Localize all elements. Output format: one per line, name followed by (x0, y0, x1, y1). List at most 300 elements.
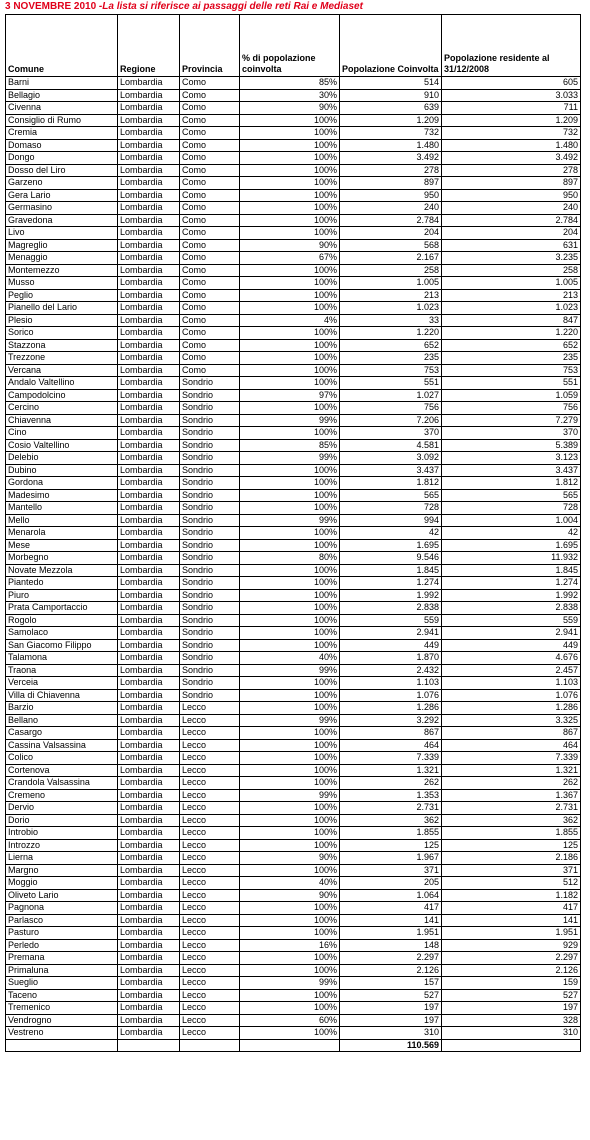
cell-comune: Consiglio di Rumo (6, 114, 118, 127)
cell-comune: Cortenova (6, 764, 118, 777)
cell-percent: 90% (240, 852, 340, 865)
cell-regione: Lombardia (118, 539, 180, 552)
cell-provincia: Como (180, 252, 240, 265)
cell-population: 362 (340, 814, 442, 827)
cell-provincia: Lecco (180, 852, 240, 865)
cell-resident: 1.182 (442, 889, 581, 902)
cell-regione: Lombardia (118, 452, 180, 465)
table-row (6, 839, 581, 852)
cell-percent: 100% (240, 402, 340, 415)
cell-regione: Lombardia (118, 239, 180, 252)
cell-regione: Lombardia (118, 864, 180, 877)
cell-provincia: Lecco (180, 764, 240, 777)
cell-population: 1.967 (340, 852, 442, 865)
table-row (6, 339, 581, 352)
cell-resident: 141 (442, 914, 581, 927)
cell-regione: Lombardia (118, 952, 180, 965)
cell-percent: 100% (240, 989, 340, 1002)
cell-regione: Lombardia (118, 339, 180, 352)
cell-provincia: Como (180, 89, 240, 102)
cell-regione: Lombardia (118, 602, 180, 615)
total-row (6, 1039, 581, 1052)
cell-comune: Magreglio (6, 239, 118, 252)
table-row (6, 102, 581, 115)
table-row (6, 1002, 581, 1015)
cell-population: 2.167 (340, 252, 442, 265)
cell-comune: Germasino (6, 202, 118, 215)
cell-comune: Oliveto Lario (6, 889, 118, 902)
cell-comune: Dervio (6, 802, 118, 815)
table-row (6, 927, 581, 940)
cell-resident: 417 (442, 902, 581, 915)
cell-resident: 3.492 (442, 152, 581, 165)
cell-provincia: Sondrio (180, 502, 240, 515)
cell-regione: Lombardia (118, 614, 180, 627)
cell-percent: 100% (240, 152, 340, 165)
cell-provincia: Sondrio (180, 602, 240, 615)
cell-resident: 1.367 (442, 789, 581, 802)
cell-population: 240 (340, 202, 442, 215)
cell-percent: 100% (240, 164, 340, 177)
cell-provincia: Como (180, 127, 240, 140)
table-row (6, 639, 581, 652)
cell-comune: Mese (6, 539, 118, 552)
cell-provincia: Lecco (180, 752, 240, 765)
table-row (6, 714, 581, 727)
cell-population: 258 (340, 264, 442, 277)
cell-provincia: Sondrio (180, 377, 240, 390)
table-row (6, 664, 581, 677)
cell-provincia: Lecco (180, 839, 240, 852)
cell-regione: Lombardia (118, 152, 180, 165)
cell-population: 732 (340, 127, 442, 140)
cell-provincia: Sondrio (180, 652, 240, 665)
cell-regione: Lombardia (118, 789, 180, 802)
table-row (6, 477, 581, 490)
table-row (6, 214, 581, 227)
cell-provincia: Sondrio (180, 552, 240, 565)
cell-percent: 100% (240, 802, 340, 815)
table-row (6, 177, 581, 190)
cell-comune: Novate Mezzola (6, 564, 118, 577)
cell-regione: Lombardia (118, 277, 180, 290)
cell-percent: 100% (240, 277, 340, 290)
cell-comune: Primaluna (6, 964, 118, 977)
cell-percent: 100% (240, 177, 340, 190)
cell-percent: 100% (240, 564, 340, 577)
cell-population: 3.292 (340, 714, 442, 727)
cell-regione: Lombardia (118, 402, 180, 415)
cell-comune: Introbio (6, 827, 118, 840)
cell-resident: 728 (442, 502, 581, 515)
table-row (6, 852, 581, 865)
cell-population: 141 (340, 914, 442, 927)
cell-population: 235 (340, 352, 442, 365)
cell-population: 2.784 (340, 214, 442, 227)
cell-regione: Lombardia (118, 664, 180, 677)
cell-population: 7.339 (340, 752, 442, 765)
cell-resident: 1.812 (442, 477, 581, 490)
cell-comune: Casargo (6, 727, 118, 740)
cell-comune: Bellano (6, 714, 118, 727)
table-row (6, 564, 581, 577)
cell-comune: Cino (6, 427, 118, 440)
cell-regione: Lombardia (118, 752, 180, 765)
cell-percent: 99% (240, 514, 340, 527)
cell-resident: 1.855 (442, 827, 581, 840)
cell-percent: 100% (240, 589, 340, 602)
cell-percent: 4% (240, 314, 340, 327)
cell-provincia: Lecco (180, 727, 240, 740)
header-provincia: Provincia (180, 15, 240, 77)
cell-provincia: Lecco (180, 739, 240, 752)
cell-regione: Lombardia (118, 177, 180, 190)
cell-percent: 100% (240, 214, 340, 227)
total-empty-cell (442, 1039, 581, 1052)
cell-provincia: Como (180, 202, 240, 215)
cell-provincia: Sondrio (180, 677, 240, 690)
table-row (6, 389, 581, 402)
cell-percent: 80% (240, 552, 340, 565)
cell-comune: Tremenico (6, 1002, 118, 1015)
cell-comune: Dorio (6, 814, 118, 827)
cell-comune: Domaso (6, 139, 118, 152)
table-row (6, 652, 581, 665)
cell-provincia: Lecco (180, 864, 240, 877)
table-row (6, 877, 581, 890)
cell-comune: Pasturo (6, 927, 118, 940)
cell-provincia: Sondrio (180, 427, 240, 440)
cell-resident: 5.389 (442, 439, 581, 452)
cell-percent: 40% (240, 652, 340, 665)
cell-provincia: Como (180, 339, 240, 352)
cell-population: 728 (340, 502, 442, 515)
cell-resident: 756 (442, 402, 581, 415)
cell-percent: 100% (240, 539, 340, 552)
cell-percent: 67% (240, 252, 340, 265)
header-comune: Comune (6, 15, 118, 77)
cell-resident: 7.339 (442, 752, 581, 765)
cell-comune: Andalo Valtellino (6, 377, 118, 390)
cell-provincia: Sondrio (180, 664, 240, 677)
cell-population: 370 (340, 427, 442, 440)
cell-resident: 3.033 (442, 89, 581, 102)
cell-resident: 652 (442, 339, 581, 352)
cell-resident: 213 (442, 289, 581, 302)
cell-comune: Lierna (6, 852, 118, 865)
cell-resident: 753 (442, 364, 581, 377)
total-empty-cell (118, 1039, 180, 1052)
cell-population: 1.855 (340, 827, 442, 840)
cell-resident: 1.695 (442, 539, 581, 552)
cell-population: 1.209 (340, 114, 442, 127)
cell-population: 2.838 (340, 602, 442, 615)
cell-percent: 100% (240, 464, 340, 477)
cell-comune: Madesimo (6, 489, 118, 502)
cell-percent: 99% (240, 977, 340, 990)
cell-comune: Morbegno (6, 552, 118, 565)
cell-population: 1.023 (340, 302, 442, 315)
table-row (6, 589, 581, 602)
cell-provincia: Como (180, 352, 240, 365)
cell-provincia: Como (180, 364, 240, 377)
cell-provincia: Como (180, 227, 240, 240)
table-row (6, 627, 581, 640)
cell-comune: Vendrogno (6, 1014, 118, 1027)
cell-comune: Menarola (6, 527, 118, 540)
cell-provincia: Sondrio (180, 689, 240, 702)
table-row (6, 327, 581, 340)
table-row (6, 789, 581, 802)
table-row (6, 277, 581, 290)
table-row (6, 452, 581, 465)
cell-percent: 90% (240, 889, 340, 902)
header-row (6, 15, 581, 77)
cell-regione: Lombardia (118, 977, 180, 990)
cell-population: 1.353 (340, 789, 442, 802)
cell-resident: 1.321 (442, 764, 581, 777)
cell-comune: Gravedona (6, 214, 118, 227)
cell-population: 2.297 (340, 952, 442, 965)
cell-percent: 99% (240, 789, 340, 802)
cell-population: 464 (340, 739, 442, 752)
cell-population: 568 (340, 239, 442, 252)
cell-provincia: Lecco (180, 814, 240, 827)
table-row (6, 689, 581, 702)
table-row (6, 239, 581, 252)
cell-provincia: Lecco (180, 977, 240, 990)
cell-comune: Peglio (6, 289, 118, 302)
cell-population: 1.870 (340, 652, 442, 665)
table-row (6, 514, 581, 527)
cell-comune: Sueglio (6, 977, 118, 990)
cell-resident: 2.186 (442, 852, 581, 865)
cell-population: 1.951 (340, 927, 442, 940)
cell-resident: 464 (442, 739, 581, 752)
cell-resident: 42 (442, 527, 581, 540)
cell-population: 417 (340, 902, 442, 915)
cell-percent: 16% (240, 939, 340, 952)
cell-population: 756 (340, 402, 442, 415)
cell-comune: Gordona (6, 477, 118, 490)
table-row (6, 602, 581, 615)
cell-regione: Lombardia (118, 727, 180, 740)
table-row (6, 89, 581, 102)
table-row (6, 152, 581, 165)
cell-resident: 565 (442, 489, 581, 502)
cell-population: 1.005 (340, 277, 442, 290)
cell-comune: Moggio (6, 877, 118, 890)
cell-comune: Dongo (6, 152, 118, 165)
cell-comune: Premana (6, 952, 118, 965)
cell-resident: 551 (442, 377, 581, 390)
cell-provincia: Sondrio (180, 464, 240, 477)
cell-provincia: Sondrio (180, 639, 240, 652)
cell-comune: Campodolcino (6, 389, 118, 402)
cell-population: 565 (340, 489, 442, 502)
total-empty-cell (240, 1039, 340, 1052)
cell-regione: Lombardia (118, 914, 180, 927)
cell-population: 204 (340, 227, 442, 240)
table-row (6, 489, 581, 502)
cell-comune: Cremia (6, 127, 118, 140)
cell-regione: Lombardia (118, 777, 180, 790)
cell-comune: Menaggio (6, 252, 118, 265)
cell-population: 449 (340, 639, 442, 652)
cell-population: 205 (340, 877, 442, 890)
cell-regione: Lombardia (118, 927, 180, 940)
cell-comune: Mello (6, 514, 118, 527)
table-row (6, 302, 581, 315)
table-row (6, 989, 581, 1002)
cell-regione: Lombardia (118, 89, 180, 102)
cell-regione: Lombardia (118, 989, 180, 1002)
cell-population: 2.941 (340, 627, 442, 640)
cell-regione: Lombardia (118, 114, 180, 127)
cell-population: 1.812 (340, 477, 442, 490)
cell-resident: 3.235 (442, 252, 581, 265)
cell-resident: 2.784 (442, 214, 581, 227)
cell-percent: 100% (240, 477, 340, 490)
cell-resident: 2.731 (442, 802, 581, 815)
cell-resident: 4.676 (442, 652, 581, 665)
cell-provincia: Como (180, 239, 240, 252)
cell-population: 148 (340, 939, 442, 952)
cell-percent: 100% (240, 952, 340, 965)
cell-population: 1.274 (340, 577, 442, 590)
header-regione: Regione (118, 15, 180, 77)
cell-regione: Lombardia (118, 489, 180, 502)
table-row (6, 77, 581, 90)
cell-population: 897 (340, 177, 442, 190)
cell-comune: Taceno (6, 989, 118, 1002)
cell-provincia: Como (180, 139, 240, 152)
cell-provincia: Lecco (180, 802, 240, 815)
cell-regione: Lombardia (118, 214, 180, 227)
cell-regione: Lombardia (118, 439, 180, 452)
cell-comune: Barni (6, 77, 118, 90)
cell-percent: 100% (240, 777, 340, 790)
cell-resident: 1.059 (442, 389, 581, 402)
cell-resident: 2.457 (442, 664, 581, 677)
cell-provincia: Sondrio (180, 577, 240, 590)
cell-provincia: Como (180, 289, 240, 302)
cell-population: 639 (340, 102, 442, 115)
cell-regione: Lombardia (118, 677, 180, 690)
cell-comune: Crandola Valsassina (6, 777, 118, 790)
cell-resident: 258 (442, 264, 581, 277)
table-row (6, 1014, 581, 1027)
cell-regione: Lombardia (118, 739, 180, 752)
cell-regione: Lombardia (118, 652, 180, 665)
cell-comune: Vestreno (6, 1027, 118, 1040)
cell-provincia: Como (180, 214, 240, 227)
cell-provincia: Sondrio (180, 614, 240, 627)
cell-population: 157 (340, 977, 442, 990)
total-population: 110.569 (340, 1039, 442, 1052)
cell-comune: Vercana (6, 364, 118, 377)
table-row (6, 189, 581, 202)
cell-percent: 100% (240, 502, 340, 515)
cell-provincia: Sondrio (180, 477, 240, 490)
cell-resident: 847 (442, 314, 581, 327)
cell-population: 1.286 (340, 702, 442, 715)
cell-resident: 362 (442, 814, 581, 827)
cell-percent: 100% (240, 702, 340, 715)
cell-comune: Perledo (6, 939, 118, 952)
cell-comune: Cassina Valsassina (6, 739, 118, 752)
cell-regione: Lombardia (118, 877, 180, 890)
cell-regione: Lombardia (118, 1027, 180, 1040)
cell-percent: 100% (240, 227, 340, 240)
cell-comune: Dubino (6, 464, 118, 477)
cell-percent: 100% (240, 489, 340, 502)
cell-percent: 100% (240, 639, 340, 652)
cell-provincia: Como (180, 264, 240, 277)
table-row (6, 464, 581, 477)
cell-population: 551 (340, 377, 442, 390)
table-row (6, 114, 581, 127)
table-row (6, 227, 581, 240)
cell-resident: 732 (442, 127, 581, 140)
cell-percent: 100% (240, 677, 340, 690)
cell-regione: Lombardia (118, 464, 180, 477)
cell-regione: Lombardia (118, 827, 180, 840)
cell-percent: 100% (240, 114, 340, 127)
cell-resident: 125 (442, 839, 581, 852)
cell-percent: 100% (240, 602, 340, 615)
cell-resident: 897 (442, 177, 581, 190)
table-row (6, 739, 581, 752)
cell-regione: Lombardia (118, 364, 180, 377)
table-row (6, 802, 581, 815)
cell-resident: 711 (442, 102, 581, 115)
table-row (6, 827, 581, 840)
cell-comune: Garzeno (6, 177, 118, 190)
table-row (6, 364, 581, 377)
table-row (6, 427, 581, 440)
total-empty-cell (180, 1039, 240, 1052)
cell-population: 1.076 (340, 689, 442, 702)
cell-resident: 867 (442, 727, 581, 740)
cell-percent: 90% (240, 239, 340, 252)
cell-provincia: Como (180, 277, 240, 290)
cell-provincia: Sondrio (180, 402, 240, 415)
cell-comune: Colico (6, 752, 118, 765)
cell-resident: 11.932 (442, 552, 581, 565)
cell-percent: 100% (240, 964, 340, 977)
table-row (6, 377, 581, 390)
cell-resident: 2.126 (442, 964, 581, 977)
cell-regione: Lombardia (118, 477, 180, 490)
cell-population: 42 (340, 527, 442, 540)
cell-percent: 100% (240, 302, 340, 315)
cell-population: 1.220 (340, 327, 442, 340)
table-row (6, 1027, 581, 1040)
cell-percent: 100% (240, 1002, 340, 1015)
cell-resident: 2.838 (442, 602, 581, 615)
cell-resident: 512 (442, 877, 581, 890)
cell-percent: 100% (240, 364, 340, 377)
cell-regione: Lombardia (118, 802, 180, 815)
cell-resident: 1.209 (442, 114, 581, 127)
cell-resident: 1.286 (442, 702, 581, 715)
cell-regione: Lombardia (118, 939, 180, 952)
cell-population: 652 (340, 339, 442, 352)
cell-comune: Rogolo (6, 614, 118, 627)
cell-population: 3.092 (340, 452, 442, 465)
cell-comune: Prata Camportaccio (6, 602, 118, 615)
